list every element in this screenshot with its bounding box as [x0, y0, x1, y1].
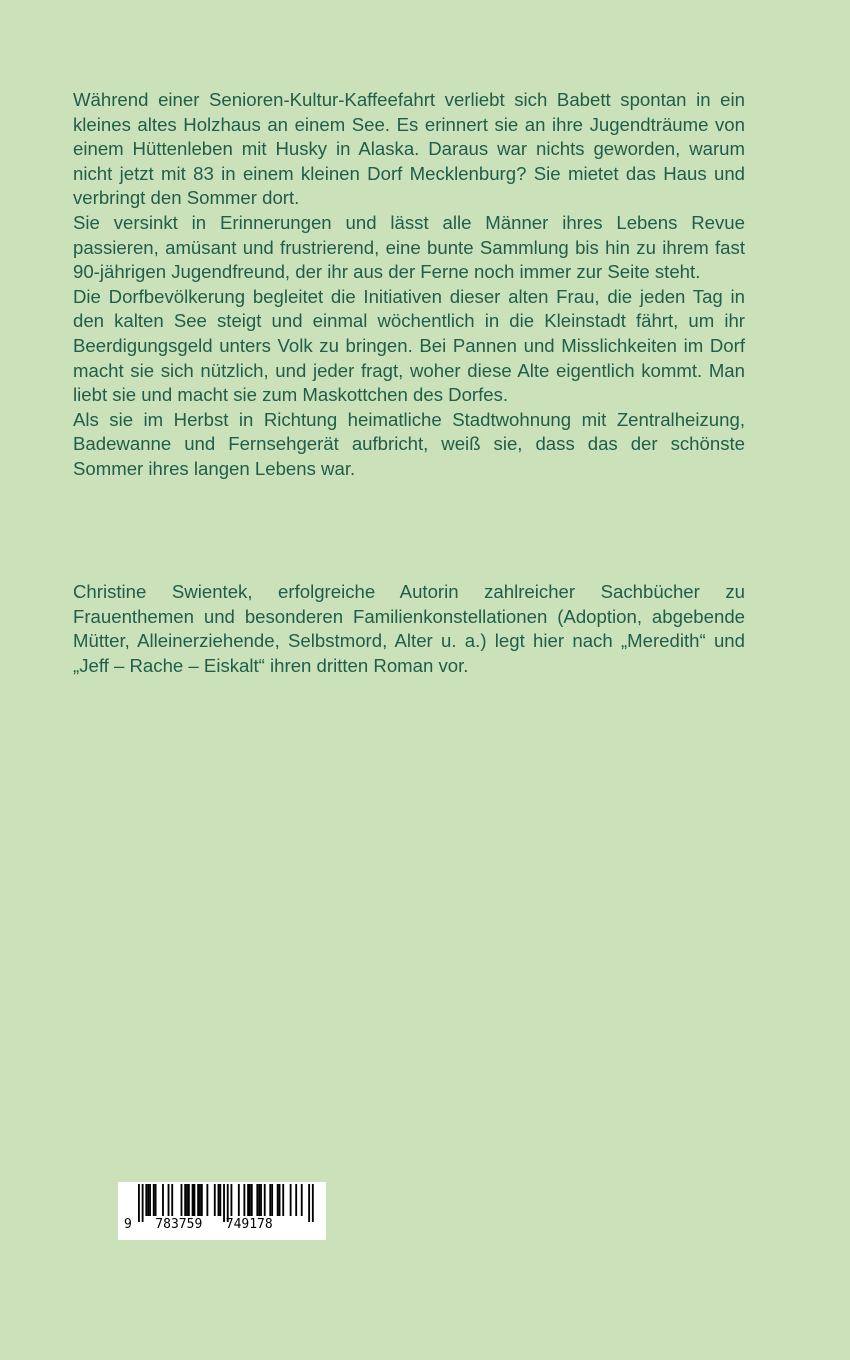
barcode-bar — [206, 1184, 208, 1216]
barcode-bar — [162, 1184, 164, 1216]
barcode-bar — [197, 1184, 199, 1216]
barcode-bar — [147, 1184, 149, 1216]
isbn-barcode — [118, 1182, 326, 1240]
blurb-paragraph-2: Sie versinkt in Erinnerungen und lässt alle Männer ihres Lebens Revue passieren, amüsant und frustrierend, eine bunte Sammlung bis hin zu ihrem fast 90-jährigen Jugendfreund, der ihr aus der Ferne noch immer zur Seite steht. — [73, 211, 745, 283]
barcode-bar — [301, 1184, 303, 1216]
barcode-bar — [218, 1184, 220, 1216]
barcode-bar — [219, 1184, 221, 1216]
barcode-bar — [145, 1184, 147, 1216]
author-bio: Christine Swientek, erfolgreiche Autorin zahlreicher Sachbücher zu Frauenthemen und besonderen Familienkonstellationen (Adoption, abgebende Mütter, Alleinerziehende, Selbstmord, Alter u. a.) legt hier nach „Meredith“ und „Jeff – Rache – Eiskalt“ ihren dritten Roman vor. — [73, 581, 745, 676]
barcode-bar — [247, 1184, 249, 1216]
barcode-bar — [184, 1184, 186, 1216]
barcode-bar — [231, 1184, 233, 1216]
barcode-bar — [290, 1184, 292, 1216]
blurb-paragraph-3: Die Dorfbevölkerung begleitet die Initiativen dieser alten Frau, die jeden Tag in den kalten See steigt und einmal wöchentlich in die Kleinstadt fährt, um ihr Beerdigungsgeld unters Volk zu bringen. Bei Pannen und Misslichkeiten im Dorf macht sie sich nützlich, und jeder fragt, woher diese Alte eigentlich kommt. Man liebt sie und macht sie zum Maskottchen des Dorfes. — [73, 285, 745, 406]
barcode-bar — [214, 1184, 216, 1216]
barcode-bar — [168, 1184, 170, 1216]
barcode-bar — [249, 1184, 251, 1216]
barcode-bar — [171, 1184, 173, 1216]
barcode-bar — [155, 1184, 157, 1216]
barcode-bar — [256, 1184, 258, 1216]
barcode-digits: 9 783759 749178 — [124, 1217, 273, 1232]
blurb-paragraph-1: Während einer Senioren-Kultur-Kaffeefahrt verliebt sich Babett spontan in ein kleines altes Holzhaus an einem See. Es erinnert sie an ihre Jugendträume von einem Hüttenleben mit Husky in Alaska. Daraus war nichts geworden, warum nicht jetzt mit 83 in einem kleinen Dorf Mecklenburg? Sie mietet das Haus und verbringt den Sommer dort. — [73, 89, 745, 209]
barcode-bar — [279, 1184, 281, 1216]
barcode-bar — [201, 1184, 203, 1216]
barcode-bar — [192, 1184, 194, 1216]
barcode-bar — [188, 1184, 190, 1216]
barcode-bar — [277, 1184, 279, 1216]
barcode-bar — [181, 1184, 183, 1216]
barcode-bar — [149, 1184, 151, 1216]
blurb-text — [73, 88, 745, 482]
barcode-bar — [199, 1184, 201, 1216]
barcode-bar — [238, 1184, 240, 1216]
barcode-bar — [269, 1184, 271, 1216]
barcode-bar — [271, 1184, 273, 1216]
barcode-bar — [258, 1184, 260, 1216]
barcode-bar — [264, 1184, 266, 1216]
barcode-bar — [251, 1184, 253, 1216]
barcode-bar — [153, 1184, 155, 1216]
barcode-bar — [243, 1184, 245, 1216]
barcode-bar — [186, 1184, 188, 1216]
barcode-bar — [194, 1184, 196, 1216]
blurb-paragraph-4: Als sie im Herbst in Richtung heimatliche Stadtwohnung mit Zentralheizung, Badewanne und Fernsehgerät aufbricht, weiß sie, dass das der schönste Sommer ihres langen Lebens war. — [73, 408, 745, 479]
barcode-bar — [295, 1184, 297, 1216]
barcode-bar — [260, 1184, 262, 1216]
barcode-bar — [282, 1184, 284, 1216]
